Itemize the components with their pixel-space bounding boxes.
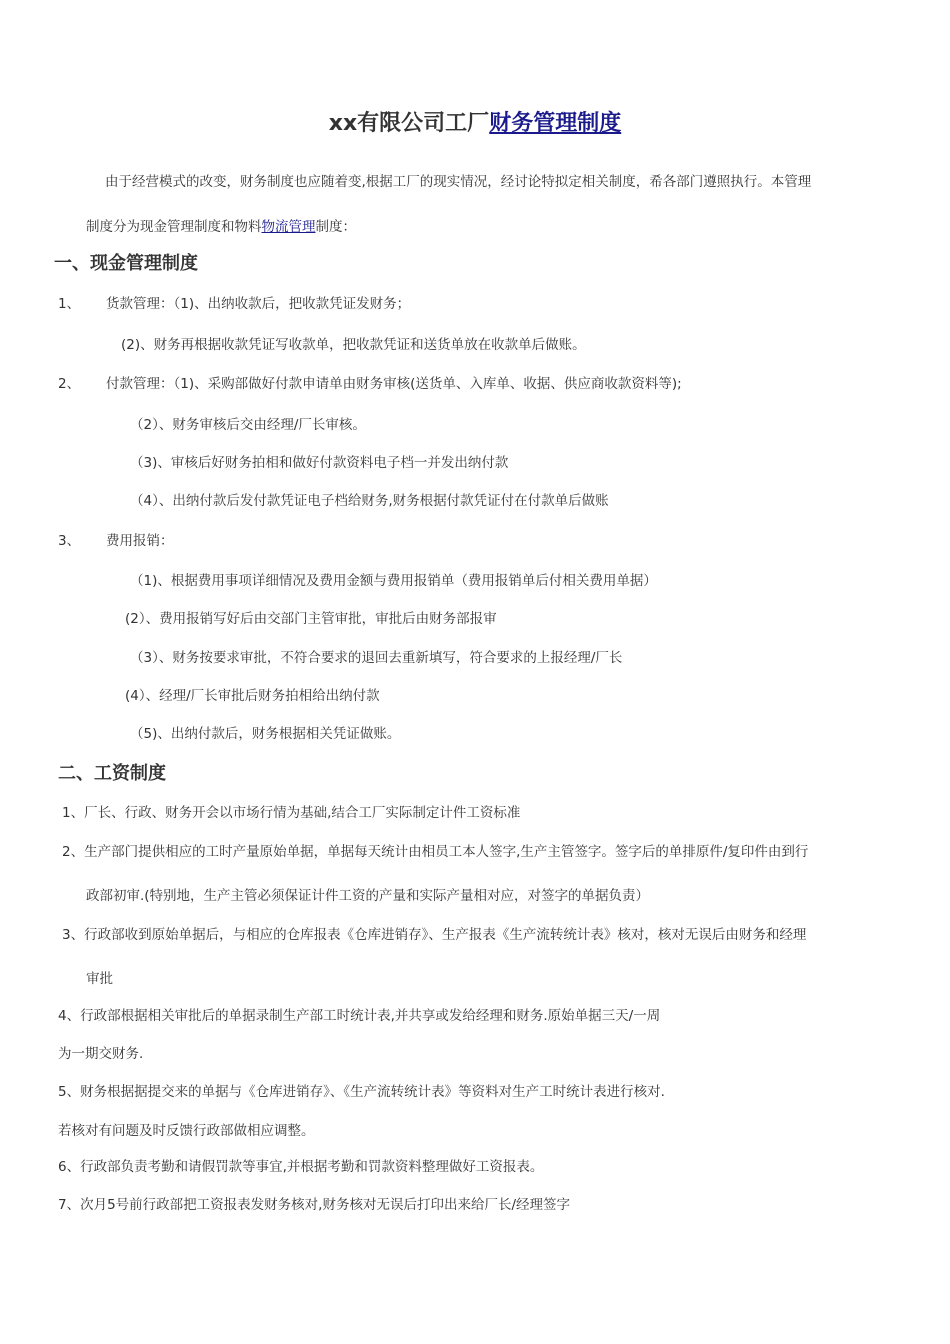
title-link[interactable]: 财务管理制度 — [489, 111, 622, 136]
section-heading-cash: 一、现金管理制度 — [54, 253, 198, 274]
salary-line-7: 为一期交财务. — [58, 1046, 144, 1062]
cash-item-2-sub-3: （4）、出纳付款后发付款凭证电子档给财务,财务根据付款凭证付在付款单后做账 — [130, 493, 609, 509]
cash-item-3-sub-3: （3）、财务按要求审批，不符合要求的退回去重新填写，符合要求的上报经理/厂长 — [130, 650, 623, 666]
item-label: 货款管理：（1)、出纳收款后，把收款凭证发财务； — [106, 296, 411, 312]
salary-line-3: 政部初审.(特别地，生产主管必须保证计件工资的产量和实际产量相对应，对签字的单据负责） — [86, 888, 650, 904]
cash-item-3-sub-2: (2）、费用报销写好后由交部门主管审批，审批后由财务部报审 — [125, 611, 497, 627]
cash-item-3 — [58, 531, 174, 551]
salary-line-4: 3、行政部收到原始单据后，与相应的仓库报表《仓库进销存》、生产报表《生产流转统计表》核对，核对无误后由财务和经理 — [62, 927, 807, 943]
cash-item-3-sub-1: （1)、根据费用事项详细情况及费用金额与费用报销单（费用报销单后付相关费用单据） — [130, 573, 657, 589]
intro-line-1: 由于经营模式的改变，财务制度也应随着变,根据工厂的现实情况，经讨论特拟定相关制度，希各部门遵照执行。本管理 — [105, 174, 812, 190]
cash-item-1 — [58, 294, 410, 314]
salary-line-9: 若核对有问题及时反馈行政部做相应调整。 — [58, 1123, 315, 1139]
item-label: 付款管理：（1)、采购部做好付款申请单由财务审核(送货单、入库单、收据、供应商收款资料等); — [106, 376, 682, 392]
item-number: 3、 — [58, 533, 81, 549]
salary-line-8: 5、财务根据据提交来的单据与《仓库进销存》、《生产流转统计表》等资料对生产工时统计表进行核对. — [58, 1084, 665, 1100]
logistics-link[interactable]: 物流管理 — [261, 219, 316, 235]
salary-line-10: 6、行政部负责考勤和请假罚款等事宜,并根据考勤和罚款资料整理做好工资报表。 — [58, 1159, 544, 1175]
document-title — [0, 108, 950, 140]
intro-line-2 — [86, 217, 356, 237]
cash-item-2 — [58, 374, 682, 394]
title-prefix: xx有限公司工厂 — [328, 111, 490, 136]
cash-item-1-sub-1: (2)、财务再根据收款凭证写收款单，把收款凭证和送货单放在收款单后做账。 — [121, 337, 586, 353]
salary-line-5: 审批 — [86, 971, 113, 987]
cash-item-3-sub-4: (4）、经理/厂长审批后财务拍相给出纳付款 — [125, 688, 380, 704]
cash-item-2-sub-1: （2）、财务审核后交由经理/厂长审核。 — [130, 417, 366, 433]
cash-item-2-sub-2: （3)、审核后好财务拍相和做好付款资料电子档一并发出纳付款 — [130, 455, 509, 471]
cash-item-3-sub-5: （5)、出纳付款后，财务根据相关凭证做账。 — [130, 726, 401, 742]
salary-line-6: 4、行政部根据相关审批后的单据录制生产部工时统计表,并共享或发给经理和财务.原始单据三天/一周 — [58, 1008, 661, 1024]
item-number: 2、 — [58, 376, 81, 392]
item-label: 费用报销： — [106, 533, 174, 549]
section-heading-salary: 二、工资制度 — [58, 763, 166, 784]
intro-text-after: 制度： — [315, 219, 356, 235]
item-number: 1、 — [58, 296, 81, 312]
salary-line-2: 2、生产部门提供相应的工时产量原始单据，单据每天统计由相员工本人签字,生产主管签字。签字后的单排原件/复印件由到行 — [62, 844, 809, 860]
intro-text-before: 制度分为现金管理制度和物料 — [86, 219, 262, 235]
salary-line-1: 1、厂长、行政、财务开会以市场行情为基础,结合工厂实际制定计件工资标准 — [62, 805, 521, 821]
salary-line-11: 7、次月5号前行政部把工资报表发财务核对,财务核对无误后打印出来给厂长/经理签字 — [58, 1197, 571, 1213]
